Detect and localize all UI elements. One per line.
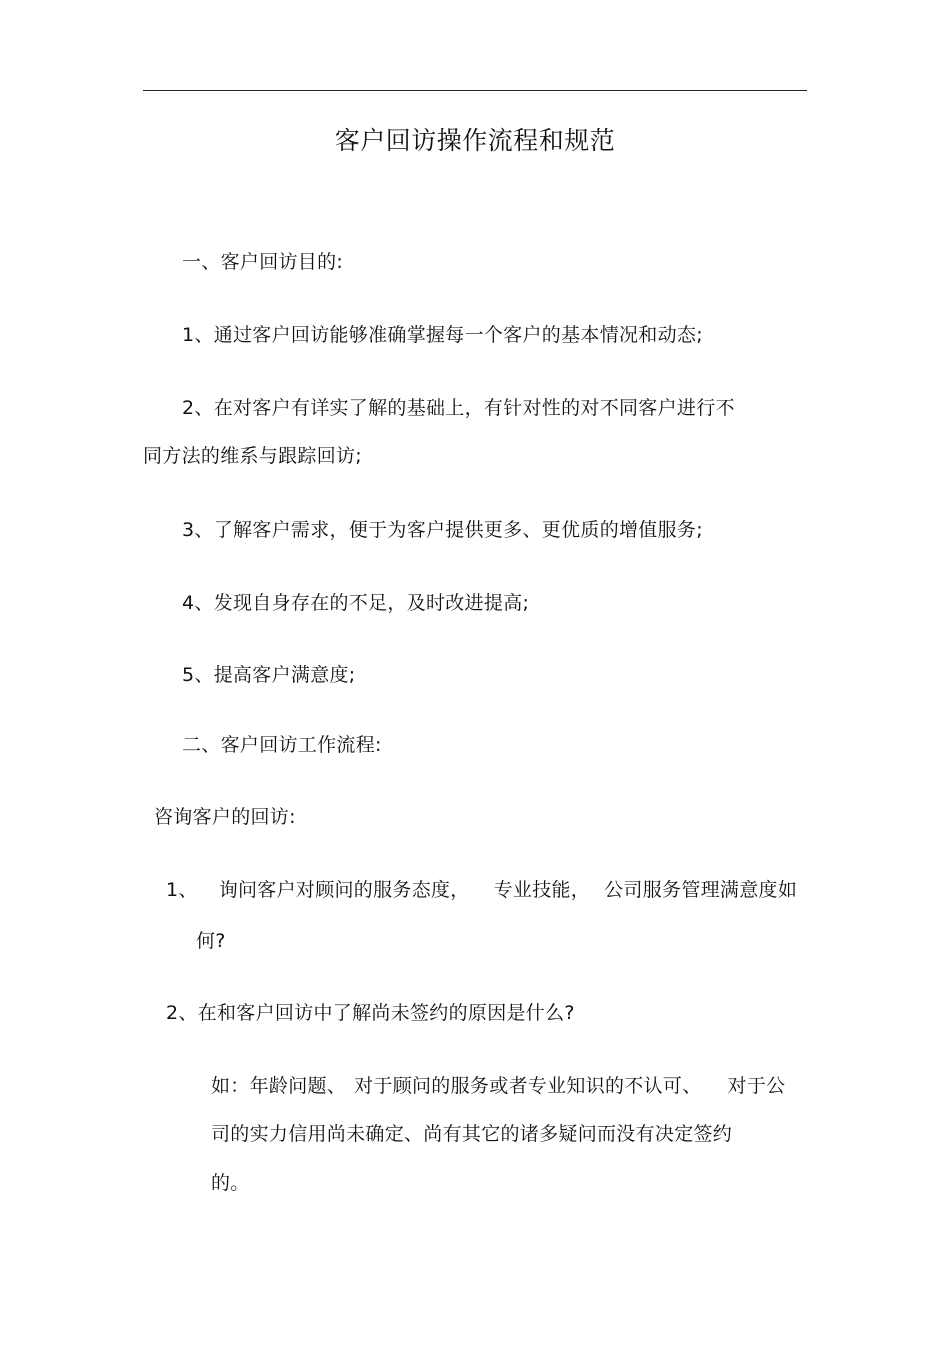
example-line-2: 司的实力信用尚未确定、尚有其它的诸多疑问而没有决定签约 [211, 1123, 733, 1145]
document-title: 客户回访操作流程和规范 [334, 126, 616, 155]
question-1-line-1 [166, 878, 797, 902]
example-part-1: 如：年龄问题、 [211, 1075, 347, 1097]
question-1-part-3: 公司服务管理满意度如 [604, 879, 798, 901]
purpose-item-2-line-1: 2、在对客户有详实了解的基础上，有针对性的对不同客户进行不 [182, 397, 735, 419]
question-1-part-1: 询问客户对顾问的服务态度， [218, 879, 470, 901]
question-1-number: 1、 [166, 879, 198, 901]
example-part-3: 对于公 [727, 1075, 786, 1097]
purpose-item-1: 1、通过客户回访能够准确掌握每一个客户的基本情况和动态; [182, 324, 703, 346]
purpose-item-3: 3、了解客户需求，便于为客户提供更多、更优质的增值服务; [182, 519, 703, 541]
purpose-item-2-line-2: 同方法的维系与跟踪回访; [143, 445, 363, 467]
example-line-3: 的。 [211, 1172, 250, 1194]
example-part-2: 对于顾问的服务或者专业知识的不认可、 [354, 1075, 702, 1097]
question-2: 2、在和客户回访中了解尚未签约的原因是什么? [166, 1002, 575, 1024]
purpose-item-5: 5、提高客户满意度; [182, 664, 356, 686]
purpose-item-4: 4、发现自身存在的不足，及时改进提高; [182, 592, 530, 614]
header-rule [143, 90, 807, 91]
question-1-part-2: 专业技能， [493, 879, 591, 901]
example-line-1 [211, 1074, 785, 1098]
section-1-heading: 一、客户回访目的: [182, 251, 344, 273]
question-1-line-2: 何? [196, 930, 226, 952]
consult-subheading: 咨询客户的回访: [154, 806, 296, 828]
section-2-heading: 二、客户回访工作流程: [182, 734, 382, 756]
